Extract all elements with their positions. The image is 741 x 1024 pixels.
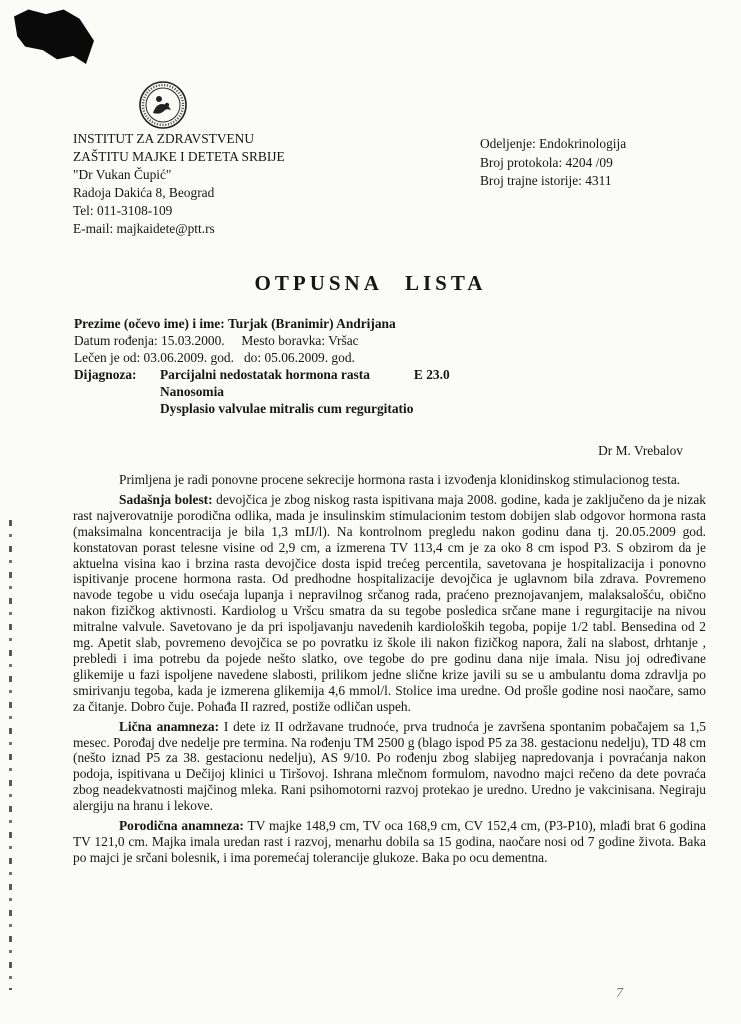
- family-history-text: TV majke 148,9 cm, TV oca 168,9 cm, CV 152,4 cm, (P3-P10), mlađi brat 6 godina TV 121,0 cm. Majka imala uredan rast i razvoj, menarhu dobila sa 15 godina, naočare nosi od 7 godine života. Baka po majci je srčani bolesnik, i ima poremećaj tolerancije glukoze. Baka po ocu dementna.: [73, 818, 706, 865]
- scan-edge-artifact: [9, 520, 12, 990]
- treated-to-label: do:: [243, 350, 262, 365]
- scan-ink-blot: [14, 6, 94, 64]
- treated-to: 05.06.2009. god.: [264, 350, 355, 365]
- institute-line: ZAŠTITU MAJKE I DETETA SRBIJE: [73, 149, 285, 164]
- family-history-paragraph: [73, 818, 706, 866]
- personal-history-paragraph: [73, 719, 706, 814]
- diagnosis-item: [160, 383, 450, 400]
- institute-line: Radoja Dakića 8, Beograd: [73, 185, 215, 200]
- current-illness-label: Sadašnja bolest:: [119, 491, 213, 507]
- diagnosis-code: E 23.0: [413, 367, 450, 382]
- institute-logo-icon: [138, 80, 188, 130]
- birth-label: Datum rođenja:: [74, 333, 158, 348]
- current-illness-text: devojčica je zbog niskog rasta ispitivana maja 2008. godine, kada je zaključeno da je nizak rast najverovatnije porodična odlika, mada je insulinskim stimulacionim testom dobijen slab odgovor hormona rasta (maksimalna koncentracija je bila 1,3 mIJ/l). Na kontrolnom pregledu nakon godinu dana tj. 20.05.2009 god. konstatovan porast telesne visine od 2,9 cm, a izmerena TV 113,4 cm je za oko 8 cm ispod P3. S obzirom da je aktuelna visina kao i brzina rasta devojčice dosta ispid trećeg percentila, savetovana je hospitalizacija i ponovno ispitivanje procene hormona rasta. Od predhodne hospitalizacije devojčica je uglavnom bila zdrava. Povremeno navode tegobe u vidu osećaja lupanja i nepravilnog srčanog rada, praćeno preznojavanjem, malaksalošću, obično nakon fizičkog aktivnosti. Kardiolog u Vršcu smatra da su tegobe posledica srčane mane i regurgitacije na nivou mitralne valvule. Savetovano je da pri ispoljavanju navedenih kardioloških tegoba, popije 1/2 tabl. Bensedina od 2 mg. Apetit slab, povremeno devojčica se po povratku iz škole ili nakon fizičkog napora, žali na slabost, drhtanje , prebledi i ima potrebu da pojede nešto slatko, ove tegobe do pre godinu dana nije imala. Nisu joj određivane glikemije u fazi ispoljene navedene slabosti, prilikom jedne slične krize javili su se u ambulantu doma zdravlja po smirivanju tegoba, kada je izmerena glikemija 4,6 mmol/l. Stolice ima uredne. Od prošle godine nosi naočare, samo za čitanje. Dobro čuje. Pohađa II razred, postiže odličan uspeh.: [73, 491, 706, 714]
- patient-name: Turjak (Branimir) Andrijana: [228, 316, 396, 331]
- doctor-name: Dr M. Vrebalov: [598, 443, 683, 458]
- treated-from: 03.06.2009. god.: [143, 350, 234, 365]
- family-history-label: Porodična anamneza:: [119, 818, 244, 834]
- protocol-number: Broj protokola: 4204 /09: [480, 154, 613, 170]
- residence-label: Mesto boravka:: [241, 333, 326, 348]
- institute-line: INSTITUT ZA ZDRAVSTVENU: [73, 131, 255, 146]
- document-title: OTPUSNA LISTA: [254, 271, 487, 295]
- history-number: Broj trajne istorije: 4311: [480, 173, 612, 188]
- intro-paragraph: Primljena je radi ponovne procene sekrecije hormona rasta i izvođenja klonidinskog stimulacionog testa.: [119, 472, 681, 487]
- diagnosis-item: [160, 366, 450, 383]
- institute-header: [73, 130, 285, 238]
- page-mark: 7: [616, 986, 623, 1001]
- personal-history-text: I dete iz II održavane trudnoće, prva trudnoća je završena spontanim pobačajem sa 1,5 mesec. Porođaj dve nedelje pre termina. Na rođenju TM 2500 g (blago ispod P5 za 38. gestacionu nedelju), TD 48 cm (nešto iznad P5 za 38. gestacionu nedelju), AS 9/10. Po rođenju zbog slabijeg napredovanja i povraćanja nakon podoja, ispitivana u Dečijoj klinici u Tiršovoj. Ishrana mlečnom formulom, navodno majci rečeno da dete povraća zbog neadekvatnosti majčinog mleka. Rani psihomotorni razvoj protekao je uredno. Uredno je vakcinisana. Negiraju alergiju na hranu i lekove.: [73, 718, 706, 814]
- department-line: Odeljenje: Endokrinologija: [480, 136, 627, 151]
- diagnosis-item: [160, 400, 450, 417]
- diagnosis-text: Nanosomia: [160, 384, 224, 399]
- institute-line: Tel: 011-3108-109: [73, 203, 173, 218]
- residence-value: Vršac: [328, 333, 359, 348]
- institute-line: "Dr Vukan Čupić": [73, 167, 172, 182]
- diagnosis-text: Parcijalni nedostatak hormona rasta: [160, 367, 370, 382]
- diagnosis-block: [74, 366, 634, 417]
- current-illness-paragraph: [73, 492, 706, 715]
- treated-label: Lečen je od:: [74, 350, 141, 365]
- diagnosis-text: Dysplasio valvulae mitralis cum regurgitatio: [160, 401, 414, 416]
- institute-line: E-mail: majkaidete@ptt.rs: [73, 221, 215, 236]
- personal-history-label: Lična anamneza:: [119, 718, 220, 734]
- name-label: Prezime (očevo ime) i ime:: [74, 316, 225, 331]
- department-header: [480, 135, 626, 191]
- birth-date: 15.03.2000.: [161, 333, 225, 348]
- patient-info: [74, 315, 634, 417]
- report-body: [73, 472, 706, 870]
- diagnosis-label: Dijagnoza:: [74, 367, 137, 382]
